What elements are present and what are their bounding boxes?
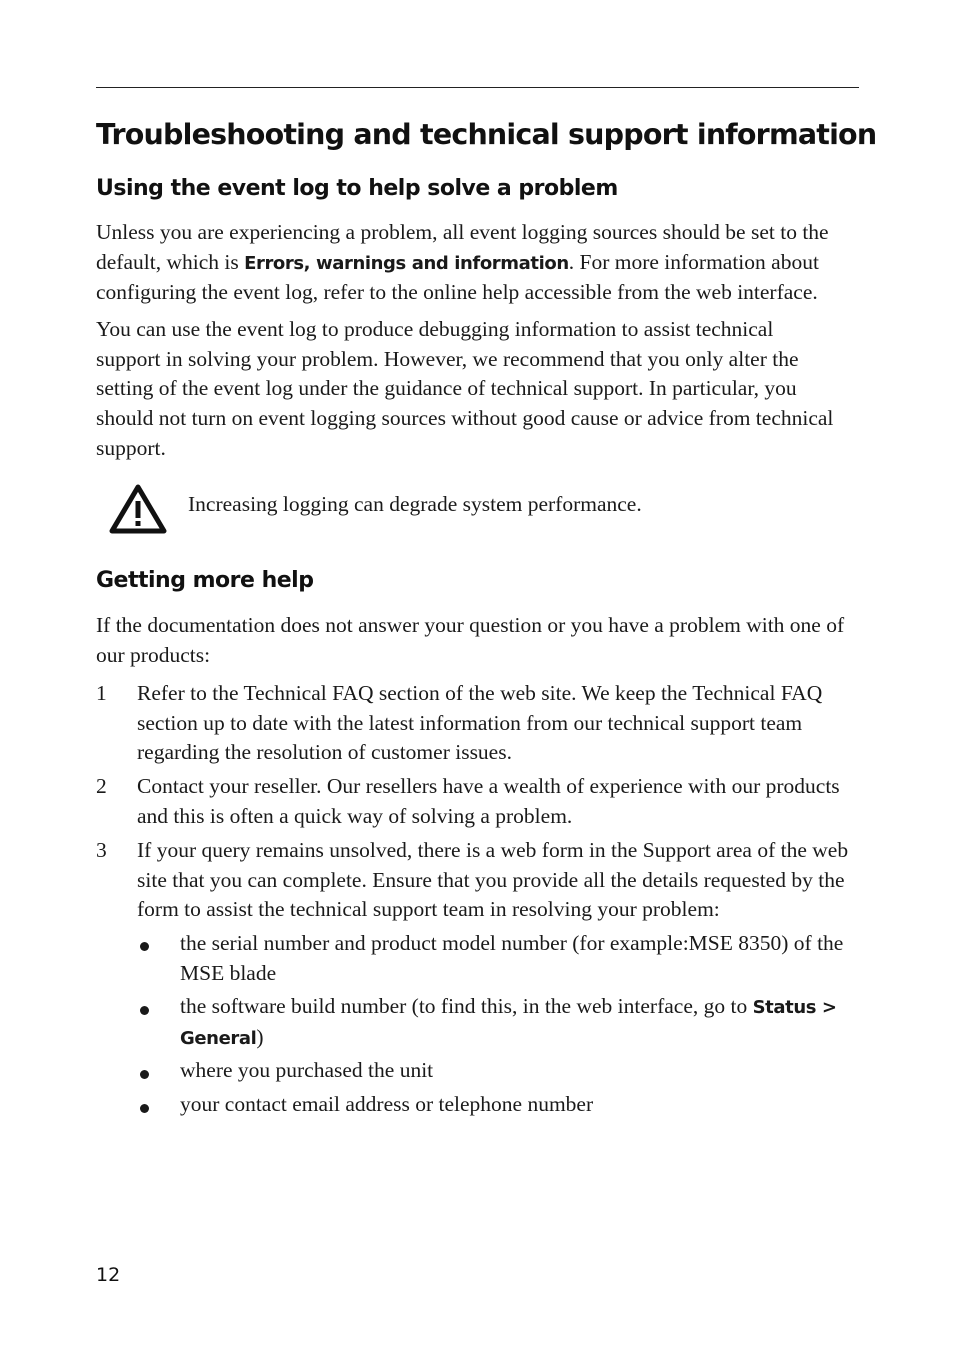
bullet-icon [140,1104,149,1113]
section-heading-more-help: Getting more help [96,568,314,593]
step-text: Contact your reseller. Our resellers have a wealth of experience with our products and this is often a quick way of solving a problem. [137,774,840,828]
step-number: 3 [96,838,107,862]
paragraph-default-logging [96,218,859,308]
section-heading-event-log: Using the event log to help solve a problem [96,176,618,201]
paragraph-debugging: You can use the event log to produce debugging information to assist technical support in solving your problem. However, we recommend that you only alter the setting of the event log under the guidance of technical support. In particular, you should not turn on event logging sources without good cause or advice from technical support. [96,317,834,460]
paragraph-more-help-intro: If the documentation does not answer your question or you have a problem with one of our products: [96,613,845,667]
step-text: If your query remains unsolved, there is a web form in the Support area of the web site that you can complete. Ensure that you provide all the details requested by the form to assist the technical support team in resolving your problem: [137,838,849,922]
bullet-icon [140,942,149,951]
warning-triangle-icon [109,484,167,534]
ui-label-errors-warnings: Errors, warnings and information [244,252,569,274]
step-text: Refer to the Technical FAQ section of the web site. We keep the Technical FAQ section up to date with the latest information from our technical support team regarding the resolution of customer issues. [137,681,823,765]
step-number: 2 [96,774,107,798]
bullet-icon [140,1070,149,1079]
list-item: where you purchased the unit [180,1058,434,1082]
bullet-icon [140,1006,149,1015]
paragraph-text: Unless you are experiencing a problem, all event logging sources should be set to the default, which is [96,220,829,274]
step-number: 1 [96,681,107,705]
list-item-text: ) [256,1024,264,1049]
warning-text: Increasing logging can degrade system performance. [188,492,642,516]
list-item: the serial number and product model number (for example:MSE 8350) of the MSE blade [180,931,844,985]
header-rule [96,87,859,88]
list-item: your contact email address or telephone number [180,1092,594,1116]
ui-label-status-general: Status > General [180,997,837,1049]
list-item-text: the software build number (to find this, in the web interface, go to [180,994,753,1018]
page-number: 12 [96,1264,121,1286]
list-item [180,992,859,1053]
page-title: Troubleshooting and technical support information [96,118,877,151]
paragraph-text: . For more information about configuring the event log, refer to the online help accessible from the web interface. [96,249,819,305]
